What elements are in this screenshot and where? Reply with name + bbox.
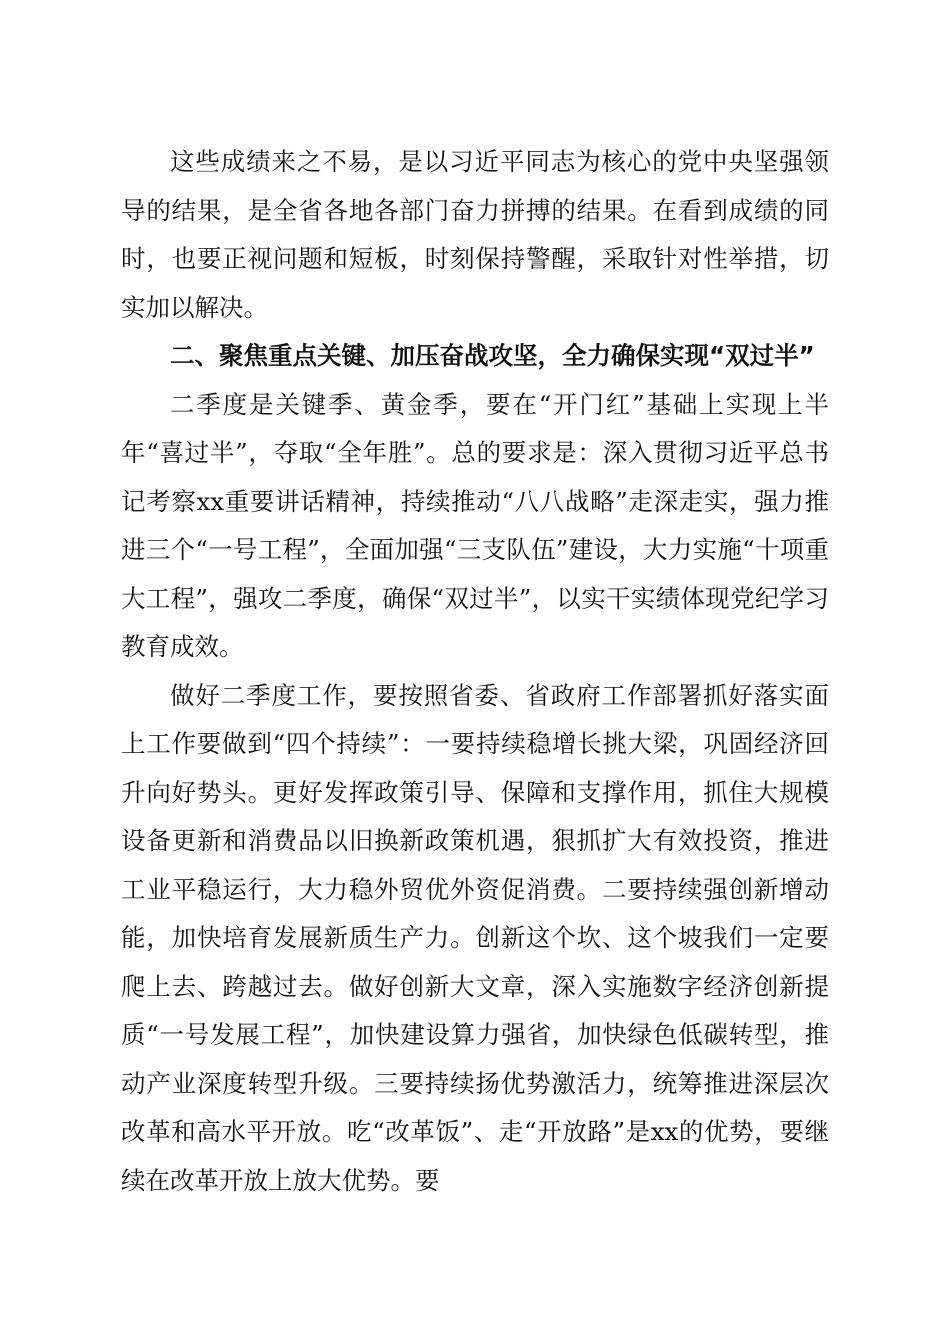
paragraph-achievements: 这些成绩来之不易，是以习近平同志为核心的党中央坚强领导的结果，是全省各地各部门奋力拼搏的结果。在看到成绩的同时，也要正视问题和短板，时刻保持警醒，采取针对性举措，切实加以解决。 (121, 147, 829, 322)
section-heading-two: 二、聚焦重点关键、加压奋战攻坚，全力确保实现“双过半” (170, 341, 815, 370)
paragraph-four-continuations: 做好二季度工作，要按照省委、省政府工作部署抓好落实面上工作要做到“四个持续”：一要持续稳增长挑大梁，巩固经济回升向好势头。更好发挥政策引导、保障和支撑作用，抓住大规模设备更新和消费品以旧换新政策机遇，狠抓扩大有效投资，推进工业平稳运行，大力稳外贸优外资促消费。二要持续强创新增动能，加快培育发展新质生产力。创新这个坎、这个坡我们一定要爬上去、跨越过去。做好创新大文章，深入实施数字经济创新提质“一号发展工程”，加快建设算力强省，加快绿色低碳转型，推动产业深度转型升级。三要持续扬优势激活力，统筹推进深层次改革和高水平开放。吃“改革饭”、走“开放路”是xx的优势，要继续在改革开放上放大优势。要 (121, 680, 829, 1195)
paragraph-second-quarter: 二季度是关键季、黄金季，要在“开门红”基础上实现上半年“喜过半”，夺取“全年胜”。总的要求是：深入贯彻习近平总书记考察xx重要讲话精神，持续推动“八八战略”走深走实，强力推进三个“一号工程”，全面加强“三支队伍”建设，大力实施“十项重大工程”，强攻二季度，确保“双过半”，以实干实绩体现党纪学习教育成效。 (121, 389, 829, 661)
document-body (121, 138, 829, 1205)
